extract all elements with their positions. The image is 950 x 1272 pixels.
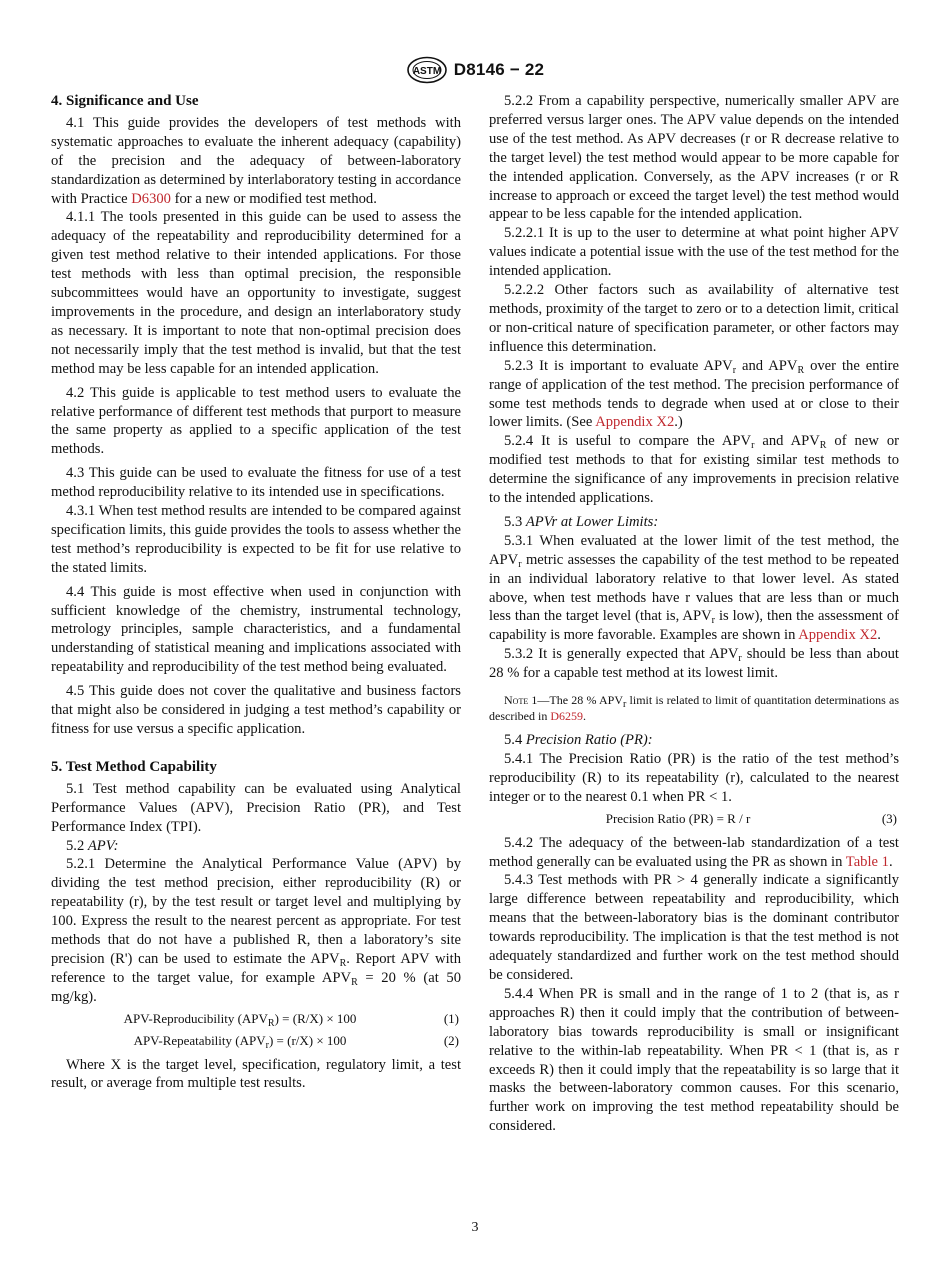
reference-link-table-1[interactable]: Table 1 bbox=[845, 853, 889, 870]
page-header bbox=[0, 56, 950, 89]
paragraph-5-4-4: 5.4.4 When PR is small and in the range of 1 to 2 (that is, as r approaches R) then it could imply that the contribution of between-laboratory bias towards reproducibility is small or insignificant relative to the within-lab repeatability. When PR < 1 (that is, as r exceeds R) then it could imply that the repeatability is so large that it masks the between-laboratory common causes. For this scenario, further work on improving the test method repeatability should be considered. bbox=[489, 985, 899, 1135]
equation-2: APV-Repeatability $(APV_r) = (r/X) \times 100$ (2) bbox=[133, 1032, 459, 1051]
paragraph-4-1: 4.1 This guide provides the developers of test methods with systematic approaches to evaluate the inherent adequacy (capability) of the precision and the adequacy of between-laboratory standardization as determined by interlaboratory testing in accordance with Practice D6300 for a new or modified test method. bbox=[51, 114, 461, 207]
reference-link-d6259[interactable]: D6259 bbox=[550, 709, 583, 724]
equation-number: (1) bbox=[443, 1010, 459, 1026]
paragraph-5-4-1: 5.4.1 The Precision Ratio (PR) is the ratio of the test method’s reproducibility (R) to its repeatability (r), calculated to the nearest integer or to the nearest 0.1 when PR < 1. bbox=[489, 751, 899, 805]
paragraph-5-2: 5.2 APV: bbox=[66, 837, 119, 854]
equation-number: (3) bbox=[881, 810, 897, 826]
equation-3: Precision Ratio (PR) = R / r (3) bbox=[489, 810, 899, 829]
paragraph-4-1-1: 4.1.1 The tools presented in this guide can be used to assess the adequacy of the repeatability and reproducibility determined for a given test method relative to their intended applications. For those test methods with less than optimal precision, the responsible subcommittees would have an opportunity to investigate, suggest improvements in the procedure, and design an interlaboratory study as necessary. It is important to note that non-optimal precision does not necessarily imply that the test method is invalid, but that the test method may be less capable for an intended application. bbox=[51, 209, 461, 377]
equation-1: APV-Reproducibility $(APV_R) = (R/X) \times 100$ (1) bbox=[123, 1010, 459, 1029]
section-4-heading: 4. Significance and Use bbox=[51, 93, 199, 109]
paragraph-5-3: 5.3 APVr at Lower Limits: bbox=[504, 513, 659, 530]
paragraph-5-2-3: 5.2.3 It is important to evaluate $APV_r$ and $APV_R$ over the entire range of application of the test method. The precision performance of some test methods tends to degrade when used at or close to their lower limits. (See Appendix X2.) bbox=[489, 357, 899, 431]
left-column bbox=[51, 92, 461, 1093]
reference-link-d6300[interactable]: D6300 bbox=[131, 190, 171, 207]
right-column bbox=[489, 92, 899, 1136]
reference-link-appendix-x2[interactable]: Appendix X2 bbox=[595, 414, 675, 431]
paragraph-5-3-2: 5.3.2 It is generally expected that $APV_r$ should be less than about 28 % for a capable test method at its lowest limit. bbox=[489, 646, 899, 682]
paragraph-5-4-2: 5.4.2 The adequacy of the between-lab standardization of a test method generally can be evaluated using the PR as shown in Table 1. bbox=[489, 834, 899, 870]
section-5-heading: 5. Test Method Capability bbox=[51, 758, 217, 775]
astm-logo-icon bbox=[406, 56, 448, 84]
equation-number: (2) bbox=[443, 1032, 459, 1048]
paragraph-5-4: 5.4 Precision Ratio (PR): bbox=[504, 732, 653, 749]
paragraph-where: Where X is the target level, specification, regulatory limit, a test result, or average from multiple test results. bbox=[51, 1056, 461, 1092]
paragraph-5-2-2-2: 5.2.2.2 Other factors such as availability of alternative test methods, proximity of the target to zero or to a detection limit, critical or non-critical nature of specification parameter, or other factors may influence this determination. bbox=[489, 282, 899, 355]
paragraph-5-4-3: 5.4.3 Test methods with PR > 4 generally indicate a significantly large difference between repeatability and reproducibility, which means that the between-laboratory bias is the dominant contributor towards reproducibility. The implication is that the test method is not adequately standardized and further work on the test method should be considered. bbox=[489, 872, 899, 983]
paragraph-4-5: 4.5 This guide does not cover the qualitative and business factors that might also be considered in judging a test method’s capability or fitness for use versus a specific application. bbox=[51, 683, 461, 737]
paragraph-5-2-2: 5.2.2 From a capability perspective, numerically smaller APV are preferred versus larger ones. The APV value depends on the intended use of the test method. As APV decreases (r or R decrease relative to the target level) the test method would appear to be more capable for the intended application. Conversely, as the APV increases (r or R increase to approach or exceed the target level) the test method would appear to be less capable for the intended application. bbox=[489, 93, 899, 223]
paragraph-4-3: 4.3 This guide can be used to evaluate the fitness for use of a test method reproducibility relative to its intended use in specifications. bbox=[51, 465, 461, 501]
note-1: Note 1—The 28 % $APV_r$ limit is related to limit of quantitation determinations as described in D6259. bbox=[489, 693, 900, 724]
reference-link-appendix-x2[interactable]: Appendix X2 bbox=[798, 627, 878, 644]
paragraph-5-1: 5.1 Test method capability can be evaluated using Analytical Performance Values (APV), Precision Ratio (PR), and Test Performance Index (TPI). bbox=[51, 780, 461, 835]
paragraph-5-2-1: 5.2.1 Determine the Analytical Performance Value (APV) by dividing the test method precision, either reproducibility (R) or repeatability (r), by the test result or target level and multiplying by 100. Express the result to the nearest percent as appropriate. For test methods that do not have a published R, then a laboratory’s site precision (R') can be used to estimate the $APV_R$. Report APV with reference to the target value, for example $APV_R = 20$ % (at 50 mg/kg). bbox=[51, 856, 461, 1005]
paragraph-4-4: 4.4 This guide is most effective when used in conjunction with sufficient knowledge of the chemistry, instrumental technology, metrology principles, sample characteristics, and a fundamental understanding of statistical meaning and implications associated with repeatability and reproducibility of the test method being evaluated. bbox=[51, 583, 461, 676]
document-id: D8146 − 22 bbox=[453, 60, 545, 79]
paragraph-5-2-4: 5.2.4 It is useful to compare the $APV_r$ and $APV_R$ of new or modified test methods to that for existing similar test methods to determine the significance of any improvements in precision relative to the intended applications. bbox=[489, 433, 899, 507]
paragraph-4-2: 4.2 This guide is applicable to test method users to evaluate the relative performance of different test methods that purport to measure the same property as applied to a specific application of the test methods. bbox=[51, 384, 461, 458]
paragraph-4-3-1: 4.3.1 When test method results are intended to be compared against specification limits, this guide provides the tools to assess whether the test method’s reproducibility is expected to be fit for use relative to the stated limits. bbox=[51, 503, 461, 576]
svg-text:ASTM: ASTM bbox=[412, 66, 441, 77]
page-number: 3 bbox=[471, 1220, 479, 1235]
paragraph-5-3-1: 5.3.1 When evaluated at the lower limit of the test method, the $APV_r$ metric assesses the capability of the test method to be repeated in an individual laboratory relative to that lower level. As stated above, when test methods have r values that are less than or much less than the target level (that is, $APV_r$ is low), then the assessment of capability is more favorable. Examples are shown in Appendix X2. bbox=[489, 532, 899, 644]
paragraph-5-2-2-1: 5.2.2.1 It is up to the user to determine at what point higher APV values indicate a potential issue with the use of the test method for the intended application. bbox=[489, 225, 899, 280]
